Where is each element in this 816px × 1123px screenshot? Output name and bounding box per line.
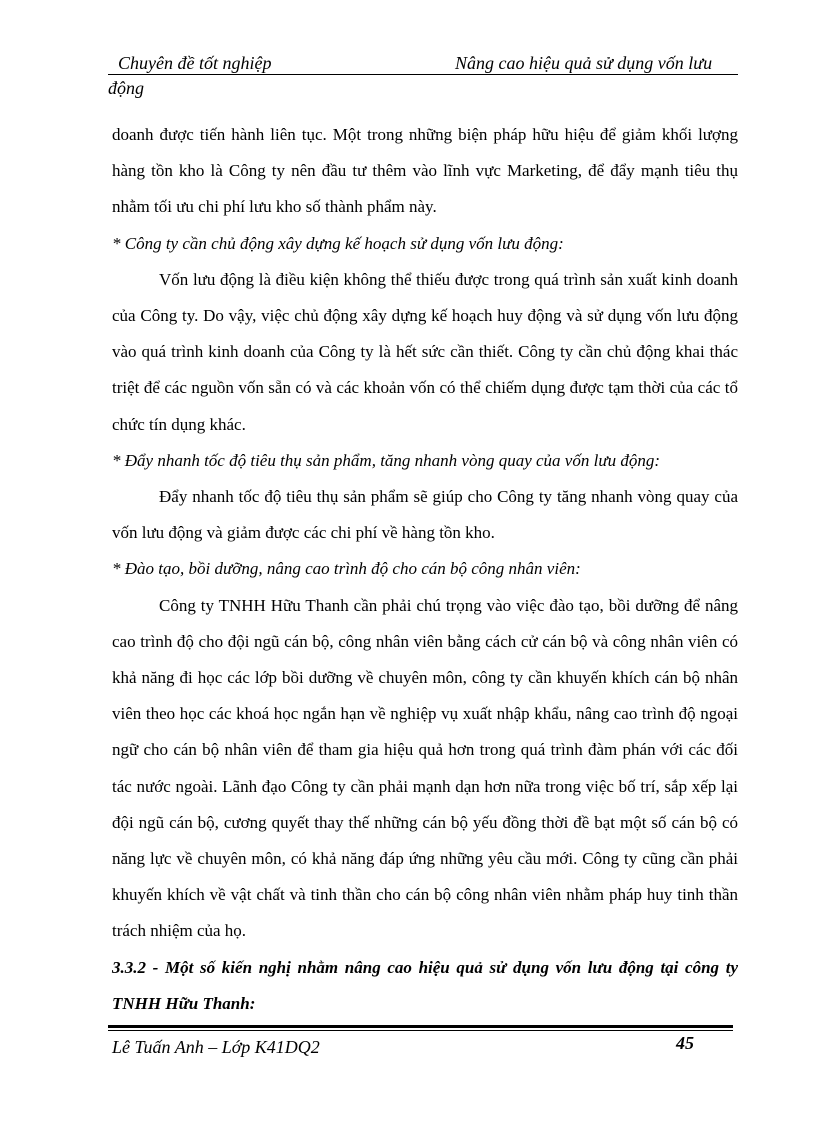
header-right-title: Nâng cao hiệu quả sử dụng vốn lưu (455, 53, 713, 73)
section-heading-3-3-2: 3.3.2 - Một số kiến nghị nhằm nâng cao hiệu quả sử dụng vốn lưu động tại công ty TNHH Hữu Thanh: (112, 957, 738, 1013)
footer-rule-thick (108, 1025, 733, 1028)
header-continuation: động (108, 78, 144, 98)
subheading-working-capital-plan: * Công ty cần chủ động xây dựng kế hoạch sử dụng vốn lưu động: (112, 233, 564, 253)
page-number: 45 (676, 1033, 694, 1053)
paragraph-working-capital-plan: Vốn lưu động là điều kiện không thể thiếu được trong quá trình sản xuất kinh doanh của Công ty. Do vậy, việc chủ động xây dựng kế hoạch huy động và sử dụng vốn lưu động vào quá trình kinh doanh của Công ty là hết sức cần thiết. Công ty cần chủ động khai thác triệt để các nguồn vốn sẵn có và các khoản vốn có thể chiếm dụng được tạm thời của các tổ chức tín dụng khác. (112, 269, 738, 434)
footer-author: Lê Tuấn Anh – Lớp K41DQ2 (112, 1037, 320, 1057)
paragraph-staff-training: Công ty TNHH Hữu Thanh cần phải chú trọng vào việc đào tạo, bồi dưỡng để nâng cao trình độ cho đội ngũ cán bộ, công nhân viên bằng cách cử cán bộ và công nhân viên có khả năng đi học các lớp bồi dưỡng về chuyên môn, công ty cần khuyến khích cán bộ nhân viên theo học các khoá học ngắn hạn về nghiệp vụ xuất nhập khẩu, nâng cao trình độ ngoại ngữ cho cán bộ nhân viên để tham gia hiệu quả hơn trong quá trình đàm phán với các đối tác nước ngoài. Lãnh đạo Công ty cần phải mạnh dạn hơn nữa trong việc bố trí, sắp xếp lại đội ngũ cán bộ, cương quyết thay thế những cán bộ yếu đồng thời đề bạt một số cán bộ có năng lực về chuyên môn, có khả năng đáp ứng những yêu cầu mới. Công ty cũng cần phải khuyến khích về vật chất và tinh thần cho cán bộ công nhân viên nhằm pháp huy tinh thần trách nhiệm của họ. (112, 595, 738, 941)
paragraph-continuation: doanh được tiến hành liên tục. Một trong những biện pháp hữu hiệu để giảm khối lượng hàng tồn kho là Công ty nên đầu tư thêm vào lĩnh vực Marketing, để đẩy mạnh tiêu thụ nhằm tối ưu chi phí lưu kho số thành phẩm này. (112, 125, 738, 217)
body-text (112, 117, 738, 1022)
header-left-title: Chuyên đề tốt nghiệp (118, 53, 272, 73)
footer-rule-thin (108, 1030, 733, 1031)
header-rule (108, 74, 738, 75)
subheading-speed-up-sales: * Đẩy nhanh tốc độ tiêu thụ sản phẩm, tăng nhanh vòng quay của vốn lưu động: (112, 450, 661, 470)
subheading-staff-training: * Đào tạo, bồi dưỡng, nâng cao trình độ cho cán bộ công nhân viên: (112, 559, 581, 579)
paragraph-speed-up-sales: Đẩy nhanh tốc độ tiêu thụ sản phẩm sẽ giúp cho Công ty tăng nhanh vòng quay của vốn lưu động và giảm được các chi phí về hàng tồn kho. (112, 487, 738, 543)
